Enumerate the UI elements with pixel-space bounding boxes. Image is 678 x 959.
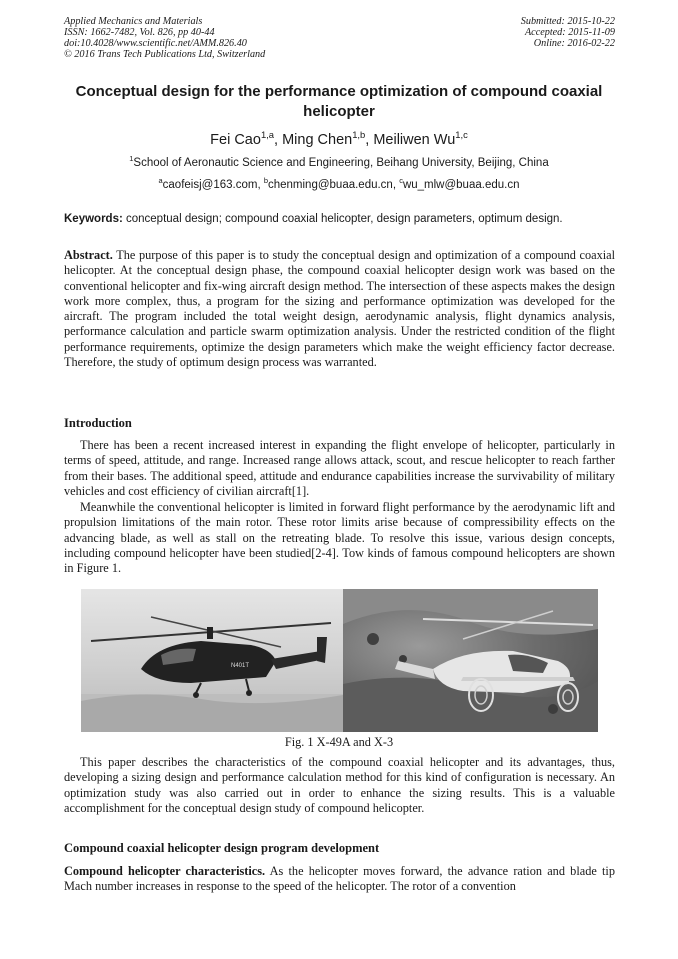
x49a-photo	[81, 589, 343, 732]
email-link[interactable]: caofeisj@163.com	[162, 179, 258, 191]
abstract	[64, 248, 615, 370]
abstract-label: Abstract.	[64, 248, 113, 262]
journal-header-right	[521, 16, 615, 49]
post-figure-paragraph: This paper describes the characteristics of the compound coaxial helicopter and its advantages, thus, developing a sizing design and performance calculation method for this kind of configuration is necessary. An optimization study was also carried out in order to enhance the sizing results. This is a valuable accomplishment for the conceptual design study of compound helicopter.	[64, 755, 615, 815]
tail-number-label: N401T	[231, 663, 250, 669]
issn-line: ISSN: 1662-7482, Vol. 826, pp 40-44	[64, 27, 215, 38]
x3-helicopter-illustration	[343, 589, 598, 732]
author-list	[0, 129, 678, 148]
abstract-text: The purpose of this paper is to study the conceptual design and optimization of a compound coaxial helicopter. At the conceptual design phase, the compound coaxial helicopter design work was based on the conventional helicopter and fix-wing aircraft design method. The intersection of these aspects makes the design work more complex, thus, a program for the sizing and performance optimization was developed for the aircraft. The program included the total weight design, aerodynamic analysis, flight dynamics analysis, performance calculation and particle swarm optimization analysis. Under the restricted condition of the flight performance requirements, optimize the design parameters which make the weight efficiency factor decrease. Therefore, the study of optimum design process was warranted.	[64, 248, 616, 370]
author-superscript: 1,a	[260, 129, 275, 141]
submitted-date: Submitted: 2015-10-22	[520, 16, 615, 27]
keywords-label: Keywords:	[64, 213, 123, 225]
copyright-line: © 2016 Trans Tech Publications Ltd, Switzerland	[64, 49, 266, 60]
affiliation	[0, 154, 678, 169]
email-list: $^a$caofeisj@163.com, $^b$chenming@buaa.edu.cn, $^c$wu_mlw@buaa.edu.cn	[158, 176, 520, 191]
section-2-text: As the helicopter moves forward, the advance ration and blade tip Mach number increases in response to the speed of the helicopter. The rotor of a convention	[64, 864, 615, 894]
email-superscript: b	[263, 176, 268, 186]
author-separator: ,	[365, 132, 374, 148]
author-name: Fei Cao	[210, 132, 261, 148]
author-superscript: 1,c	[455, 129, 468, 141]
affiliation-superscript: 1	[129, 154, 134, 164]
email-superscript: a	[158, 176, 163, 186]
keywords	[64, 212, 619, 226]
intro-paragraph-1: There has been a recent increased interest in expanding the flight envelope of helicopter, particularly in terms of speed, attitude, and range. Increased range allows attack, scout, and rescue helicopter to reach farther from their bases. The additional speed, attitude and endurance capabilities increase the survivability of military vehicles and cost efficiency of civilian aircraft[1].	[64, 438, 615, 498]
journal-name: Applied Mechanics and Materials	[64, 16, 203, 27]
email-link[interactable]: wu_mlw@buaa.edu.cn	[402, 179, 520, 191]
author-superscript: 1,b	[352, 129, 366, 141]
doi-line: doi:10.4028/www.scientific.net/AMM.826.40	[64, 38, 247, 49]
accepted-date: Accepted: 2015-11-09	[524, 27, 615, 38]
author-name: Meiliwen Wu	[373, 132, 456, 148]
author-separator: ,	[274, 132, 283, 148]
x49a-helicopter-illustration	[81, 589, 343, 732]
journal-header-left	[64, 16, 265, 60]
run-in-heading: Compound helicopter characteristics.	[64, 864, 266, 878]
section-2-paragraph	[64, 864, 615, 895]
introduction-heading: Introduction	[64, 416, 132, 430]
paper-title: Conceptual design for the performance optimization of compound coaxial helicopter	[75, 83, 603, 120]
keywords-text: conceptual design; compound coaxial helicopter, design parameters, optimum design.	[126, 213, 563, 225]
intro-paragraph-2: Meanwhile the conventional helicopter is limited in forward flight performance by the aerodynamic lift and propulsion limitations of the main rotor. These rotor limits arise because of compressibility effects on the advancing blade, as well as stall on the retreating blade. To resolve this issue, various design concepts, including compound helicopter have been studied[2-4]. Tow kinds of famous compound helicopters are shown in Figure 1.	[64, 500, 615, 576]
x3-photo	[343, 589, 598, 732]
figure-1	[81, 589, 598, 732]
email-superscript: c	[399, 176, 403, 186]
author-name: Ming Chen	[282, 132, 353, 148]
figure-caption: Fig. 1 X-49A and X-3	[284, 735, 394, 749]
affiliation-text: School of Aeronautic Science and Engineering, Beihang University, Beijing, China	[133, 157, 549, 169]
section-2-heading: Compound coaxial helicopter design program development	[64, 841, 380, 855]
online-date: Online: 2016-02-22	[533, 38, 615, 49]
email-link[interactable]: chenming@buaa.edu.cn	[267, 179, 393, 191]
